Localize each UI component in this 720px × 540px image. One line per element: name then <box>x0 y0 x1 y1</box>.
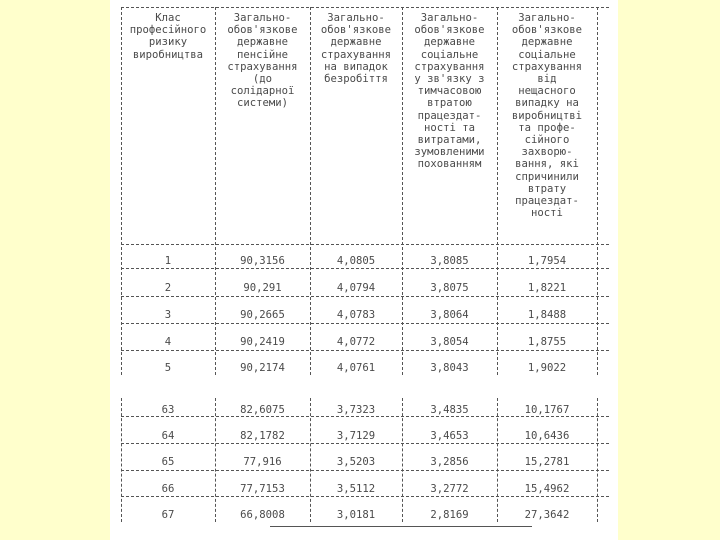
cell-unemployment-rate: 4,0761 <box>336 362 376 374</box>
cell-risk-class: 64 <box>161 430 175 442</box>
document-page <box>110 0 618 540</box>
header-bottom-border <box>121 244 609 245</box>
row-separator <box>121 350 609 351</box>
row-separator <box>121 296 609 297</box>
row-separator <box>121 323 609 324</box>
cell-unemployment-rate: 3,5112 <box>336 483 376 495</box>
cell-pension-rate: 90,2174 <box>240 362 285 374</box>
cell-risk-class: 2 <box>164 282 172 294</box>
column-divider <box>597 398 598 522</box>
cell-risk-class: 3 <box>164 309 172 321</box>
header-unemployment-insurance: Загально- обов'язкове державне страхування на випадок безробіття <box>320 12 392 86</box>
column-divider <box>402 398 403 522</box>
cell-pension-rate: 77,7153 <box>240 483 285 495</box>
cell-disability-rate: 3,8043 <box>430 362 469 374</box>
cell-accident-rate: 1,8755 <box>527 336 567 348</box>
column-divider <box>215 398 216 522</box>
cell-disability-rate: 3,8054 <box>430 336 469 348</box>
cell-unemployment-rate: 4,0772 <box>336 336 376 348</box>
row-separator <box>121 496 609 497</box>
column-divider <box>402 7 403 375</box>
cell-unemployment-rate: 4,0783 <box>336 309 376 321</box>
cell-accident-rate: 27,3642 <box>524 509 570 521</box>
cell-pension-rate: 66,8008 <box>240 509 285 521</box>
cell-accident-rate: 15,4962 <box>524 483 570 495</box>
table-bottom-rule <box>270 526 532 527</box>
cell-accident-rate: 15,2781 <box>524 456 570 468</box>
cell-disability-rate: 3,4835 <box>430 404 469 416</box>
cell-unemployment-rate: 4,0794 <box>336 282 376 294</box>
cell-accident-rate: 1,9022 <box>527 362 567 374</box>
cell-pension-rate: 82,6075 <box>240 404 285 416</box>
cell-accident-rate: 1,8221 <box>527 282 567 294</box>
cell-risk-class: 4 <box>164 336 172 348</box>
cell-disability-rate: 3,2856 <box>430 456 469 468</box>
cell-unemployment-rate: 3,7129 <box>336 430 376 442</box>
row-separator <box>121 268 609 269</box>
column-divider <box>121 7 122 375</box>
cell-risk-class: 63 <box>161 404 175 416</box>
column-divider <box>597 7 598 375</box>
cell-pension-rate: 90,2665 <box>240 309 285 321</box>
cell-disability-rate: 3,8075 <box>430 282 469 294</box>
cell-disability-rate: 3,8085 <box>430 255 469 267</box>
cell-pension-rate: 90,291 <box>243 282 282 294</box>
column-divider <box>215 7 216 375</box>
cell-disability-rate: 3,8064 <box>430 309 469 321</box>
column-divider <box>121 398 122 522</box>
column-divider <box>310 398 311 522</box>
cell-disability-rate: 3,2772 <box>430 483 469 495</box>
table-top-border <box>121 7 609 8</box>
column-divider <box>497 7 498 375</box>
cell-disability-rate: 2,8169 <box>430 509 469 521</box>
cell-unemployment-rate: 3,5203 <box>336 456 376 468</box>
cell-pension-rate: 90,2419 <box>240 336 285 348</box>
cell-pension-rate: 77,916 <box>243 456 282 468</box>
cell-accident-rate: 1,7954 <box>527 255 567 267</box>
cell-risk-class: 65 <box>161 456 175 468</box>
column-divider <box>497 398 498 522</box>
row-separator <box>121 443 609 444</box>
row-separator <box>121 416 609 417</box>
cell-disability-rate: 3,4653 <box>430 430 469 442</box>
header-temporary-disability-insurance: Загально- обов'язкове державне соціальне страхування у зв'язку з тимчасовою втратою працездат- ності та витратами, зумовленими похованням <box>414 12 485 171</box>
header-pension-insurance: Загально- обов'язкове державне пенсійне страхування (до солідарної системи) <box>227 12 298 110</box>
cell-risk-class: 66 <box>161 483 175 495</box>
cell-risk-class: 5 <box>164 362 172 374</box>
cell-risk-class: 1 <box>164 255 172 267</box>
cell-pension-rate: 90,3156 <box>240 255 285 267</box>
header-accident-insurance: Загально- обов'язкове державне соціальне страхування від нещасного випадку на виробництві та профе- сійного захворю- вання, які спричинили втрату працездат- ності <box>511 12 583 220</box>
header-risk-class: Клас професійного ризику виробництва <box>129 12 207 61</box>
cell-unemployment-rate: 3,7323 <box>336 404 376 416</box>
cell-unemployment-rate: 4,0805 <box>336 255 376 267</box>
cell-unemployment-rate: 3,0181 <box>336 509 376 521</box>
cell-accident-rate: 10,6436 <box>524 430 570 442</box>
cell-accident-rate: 1,8488 <box>527 309 567 321</box>
cell-accident-rate: 10,1767 <box>524 404 570 416</box>
column-divider <box>310 7 311 375</box>
cell-risk-class: 67 <box>161 509 175 521</box>
row-separator <box>121 470 609 471</box>
cell-pension-rate: 82,1782 <box>240 430 285 442</box>
